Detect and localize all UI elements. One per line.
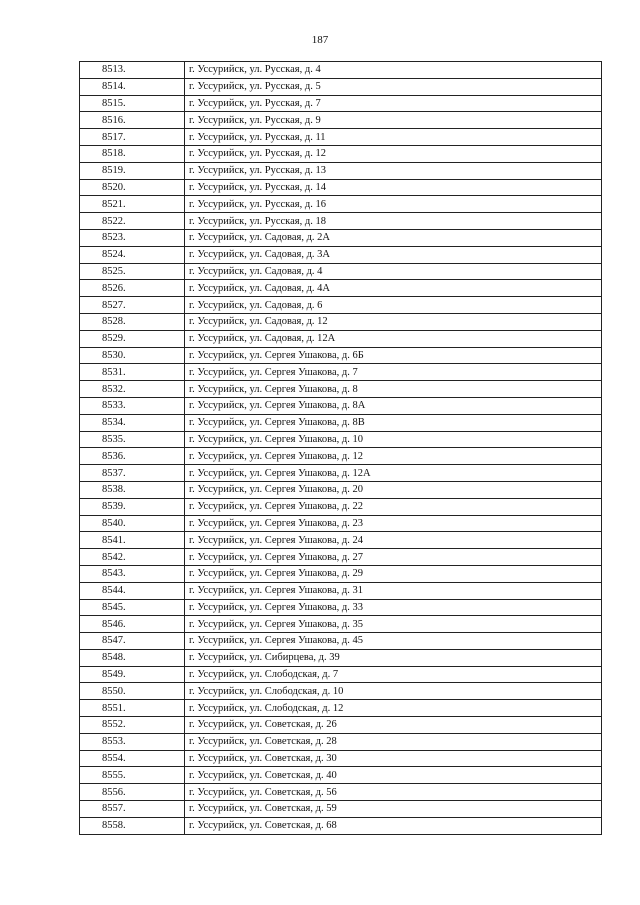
address-cell: г. Уссурийск, ул. Слободская, д. 7 (185, 666, 602, 683)
row-number-cell: 8536. (80, 448, 185, 465)
table-row (80, 616, 602, 633)
row-number-cell: 8557. (80, 801, 185, 818)
address-cell: г. Уссурийск, ул. Советская, д. 59 (185, 801, 602, 818)
address-cell: г. Уссурийск, ул. Советская, д. 56 (185, 784, 602, 801)
address-cell: г. Уссурийск, ул. Советская, д. 68 (185, 817, 602, 834)
row-number-cell: 8542. (80, 549, 185, 566)
row-number-cell: 8541. (80, 532, 185, 549)
table-row (80, 196, 602, 213)
row-number-cell: 8556. (80, 784, 185, 801)
row-number-cell: 8522. (80, 213, 185, 230)
table-row (80, 700, 602, 717)
row-number-cell: 8531. (80, 364, 185, 381)
address-cell: г. Уссурийск, ул. Русская, д. 7 (185, 95, 602, 112)
address-cell: г. Уссурийск, ул. Советская, д. 28 (185, 733, 602, 750)
row-number-cell: 8534. (80, 414, 185, 431)
row-number-cell: 8548. (80, 649, 185, 666)
table-row (80, 465, 602, 482)
table-row (80, 801, 602, 818)
table-row (80, 784, 602, 801)
row-number-cell: 8554. (80, 750, 185, 767)
address-cell: г. Уссурийск, ул. Садовая, д. 3А (185, 246, 602, 263)
table-row (80, 397, 602, 414)
address-cell: г. Уссурийск, ул. Садовая, д. 2А (185, 229, 602, 246)
address-cell: г. Уссурийск, ул. Садовая, д. 4 (185, 263, 602, 280)
table-row (80, 95, 602, 112)
table-row (80, 330, 602, 347)
table-row (80, 313, 602, 330)
table-row (80, 179, 602, 196)
address-cell: г. Уссурийск, ул. Русская, д. 9 (185, 112, 602, 129)
address-cell: г. Уссурийск, ул. Русская, д. 5 (185, 78, 602, 95)
row-number-cell: 8553. (80, 733, 185, 750)
row-number-cell: 8551. (80, 700, 185, 717)
row-number-cell: 8537. (80, 465, 185, 482)
table-row (80, 381, 602, 398)
row-number-cell: 8530. (80, 347, 185, 364)
address-cell: г. Уссурийск, ул. Садовая, д. 4А (185, 280, 602, 297)
address-cell: г. Уссурийск, ул. Слободская, д. 12 (185, 700, 602, 717)
address-cell: г. Уссурийск, ул. Садовая, д. 12 (185, 313, 602, 330)
table-row (80, 414, 602, 431)
table-row (80, 431, 602, 448)
table-row (80, 78, 602, 95)
row-number-cell: 8527. (80, 297, 185, 314)
table-row (80, 263, 602, 280)
address-cell: г. Уссурийск, ул. Сергея Ушакова, д. 24 (185, 532, 602, 549)
address-cell: г. Уссурийск, ул. Сергея Ушакова, д. 35 (185, 616, 602, 633)
row-number-cell: 8529. (80, 330, 185, 347)
row-number-cell: 8543. (80, 565, 185, 582)
table-row (80, 599, 602, 616)
table-row (80, 297, 602, 314)
row-number-cell: 8517. (80, 129, 185, 146)
row-number-cell: 8526. (80, 280, 185, 297)
table-row (80, 213, 602, 230)
row-number-cell: 8532. (80, 381, 185, 398)
row-number-cell: 8525. (80, 263, 185, 280)
table-row (80, 649, 602, 666)
address-cell: г. Уссурийск, ул. Русская, д. 14 (185, 179, 602, 196)
row-number-cell: 8558. (80, 817, 185, 834)
row-number-cell: 8544. (80, 582, 185, 599)
row-number-cell: 8515. (80, 95, 185, 112)
address-cell: г. Уссурийск, ул. Слободская, д. 10 (185, 683, 602, 700)
address-cell: г. Уссурийск, ул. Сергея Ушакова, д. 31 (185, 582, 602, 599)
table-row (80, 481, 602, 498)
row-number-cell: 8540. (80, 515, 185, 532)
address-cell: г. Уссурийск, ул. Сергея Ушакова, д. 8 (185, 381, 602, 398)
row-number-cell: 8547. (80, 633, 185, 650)
address-cell: г. Уссурийск, ул. Советская, д. 40 (185, 767, 602, 784)
table-row (80, 364, 602, 381)
row-number-cell: 8513. (80, 62, 185, 79)
address-cell: г. Уссурийск, ул. Садовая, д. 6 (185, 297, 602, 314)
table-row (80, 347, 602, 364)
table-row (80, 62, 602, 79)
address-cell: г. Уссурийск, ул. Сергея Ушакова, д. 29 (185, 565, 602, 582)
table-row (80, 717, 602, 734)
row-number-cell: 8524. (80, 246, 185, 263)
row-number-cell: 8538. (80, 481, 185, 498)
table-row (80, 515, 602, 532)
table-row (80, 565, 602, 582)
address-cell: г. Уссурийск, ул. Русская, д. 18 (185, 213, 602, 230)
row-number-cell: 8535. (80, 431, 185, 448)
address-cell: г. Уссурийск, ул. Советская, д. 26 (185, 717, 602, 734)
table-row (80, 767, 602, 784)
row-number-cell: 8555. (80, 767, 185, 784)
row-number-cell: 8546. (80, 616, 185, 633)
table-row (80, 448, 602, 465)
table-row (80, 162, 602, 179)
table-row (80, 129, 602, 146)
row-number-cell: 8516. (80, 112, 185, 129)
row-number-cell: 8550. (80, 683, 185, 700)
table-row (80, 532, 602, 549)
address-cell: г. Уссурийск, ул. Сергея Ушакова, д. 20 (185, 481, 602, 498)
address-table (79, 61, 602, 835)
address-cell: г. Уссурийск, ул. Русская, д. 13 (185, 162, 602, 179)
address-cell: г. Уссурийск, ул. Сергея Ушакова, д. 8В (185, 414, 602, 431)
address-cell: г. Уссурийск, ул. Сергея Ушакова, д. 8А (185, 397, 602, 414)
table-row (80, 112, 602, 129)
table-row (80, 582, 602, 599)
table-row (80, 683, 602, 700)
address-cell: г. Уссурийск, ул. Советская, д. 30 (185, 750, 602, 767)
address-cell: г. Уссурийск, ул. Русская, д. 12 (185, 145, 602, 162)
address-cell: г. Уссурийск, ул. Сергея Ушакова, д. 6Б (185, 347, 602, 364)
row-number-cell: 8539. (80, 498, 185, 515)
address-cell: г. Уссурийск, ул. Сергея Ушакова, д. 12А (185, 465, 602, 482)
row-number-cell: 8528. (80, 313, 185, 330)
address-cell: г. Уссурийск, ул. Сергея Ушакова, д. 45 (185, 633, 602, 650)
row-number-cell: 8514. (80, 78, 185, 95)
row-number-cell: 8518. (80, 145, 185, 162)
row-number-cell: 8523. (80, 229, 185, 246)
table-row (80, 750, 602, 767)
table-row (80, 229, 602, 246)
row-number-cell: 8519. (80, 162, 185, 179)
address-cell: г. Уссурийск, ул. Русская, д. 4 (185, 62, 602, 79)
table-row (80, 498, 602, 515)
table-row (80, 633, 602, 650)
row-number-cell: 8545. (80, 599, 185, 616)
address-cell: г. Уссурийск, ул. Сергея Ушакова, д. 23 (185, 515, 602, 532)
address-cell: г. Уссурийск, ул. Сергея Ушакова, д. 12 (185, 448, 602, 465)
row-number-cell: 8549. (80, 666, 185, 683)
table-row (80, 246, 602, 263)
table-row (80, 280, 602, 297)
table-row (80, 733, 602, 750)
address-cell: г. Уссурийск, ул. Садовая, д. 12А (185, 330, 602, 347)
address-cell: г. Уссурийск, ул. Сергея Ушакова, д. 7 (185, 364, 602, 381)
row-number-cell: 8552. (80, 717, 185, 734)
row-number-cell: 8533. (80, 397, 185, 414)
page-number: 187 (311, 34, 329, 46)
table-row (80, 666, 602, 683)
table-row (80, 145, 602, 162)
table-row (80, 549, 602, 566)
row-number-cell: 8521. (80, 196, 185, 213)
row-number-cell: 8520. (80, 179, 185, 196)
address-cell: г. Уссурийск, ул. Сергея Ушакова, д. 10 (185, 431, 602, 448)
table-body (80, 62, 602, 835)
address-cell: г. Уссурийск, ул. Сергея Ушакова, д. 27 (185, 549, 602, 566)
address-cell: г. Уссурийск, ул. Русская, д. 11 (185, 129, 602, 146)
table-row (80, 817, 602, 834)
address-cell: г. Уссурийск, ул. Сибирцева, д. 39 (185, 649, 602, 666)
address-cell: г. Уссурийск, ул. Сергея Ушакова, д. 33 (185, 599, 602, 616)
address-cell: г. Уссурийск, ул. Русская, д. 16 (185, 196, 602, 213)
address-cell: г. Уссурийск, ул. Сергея Ушакова, д. 22 (185, 498, 602, 515)
